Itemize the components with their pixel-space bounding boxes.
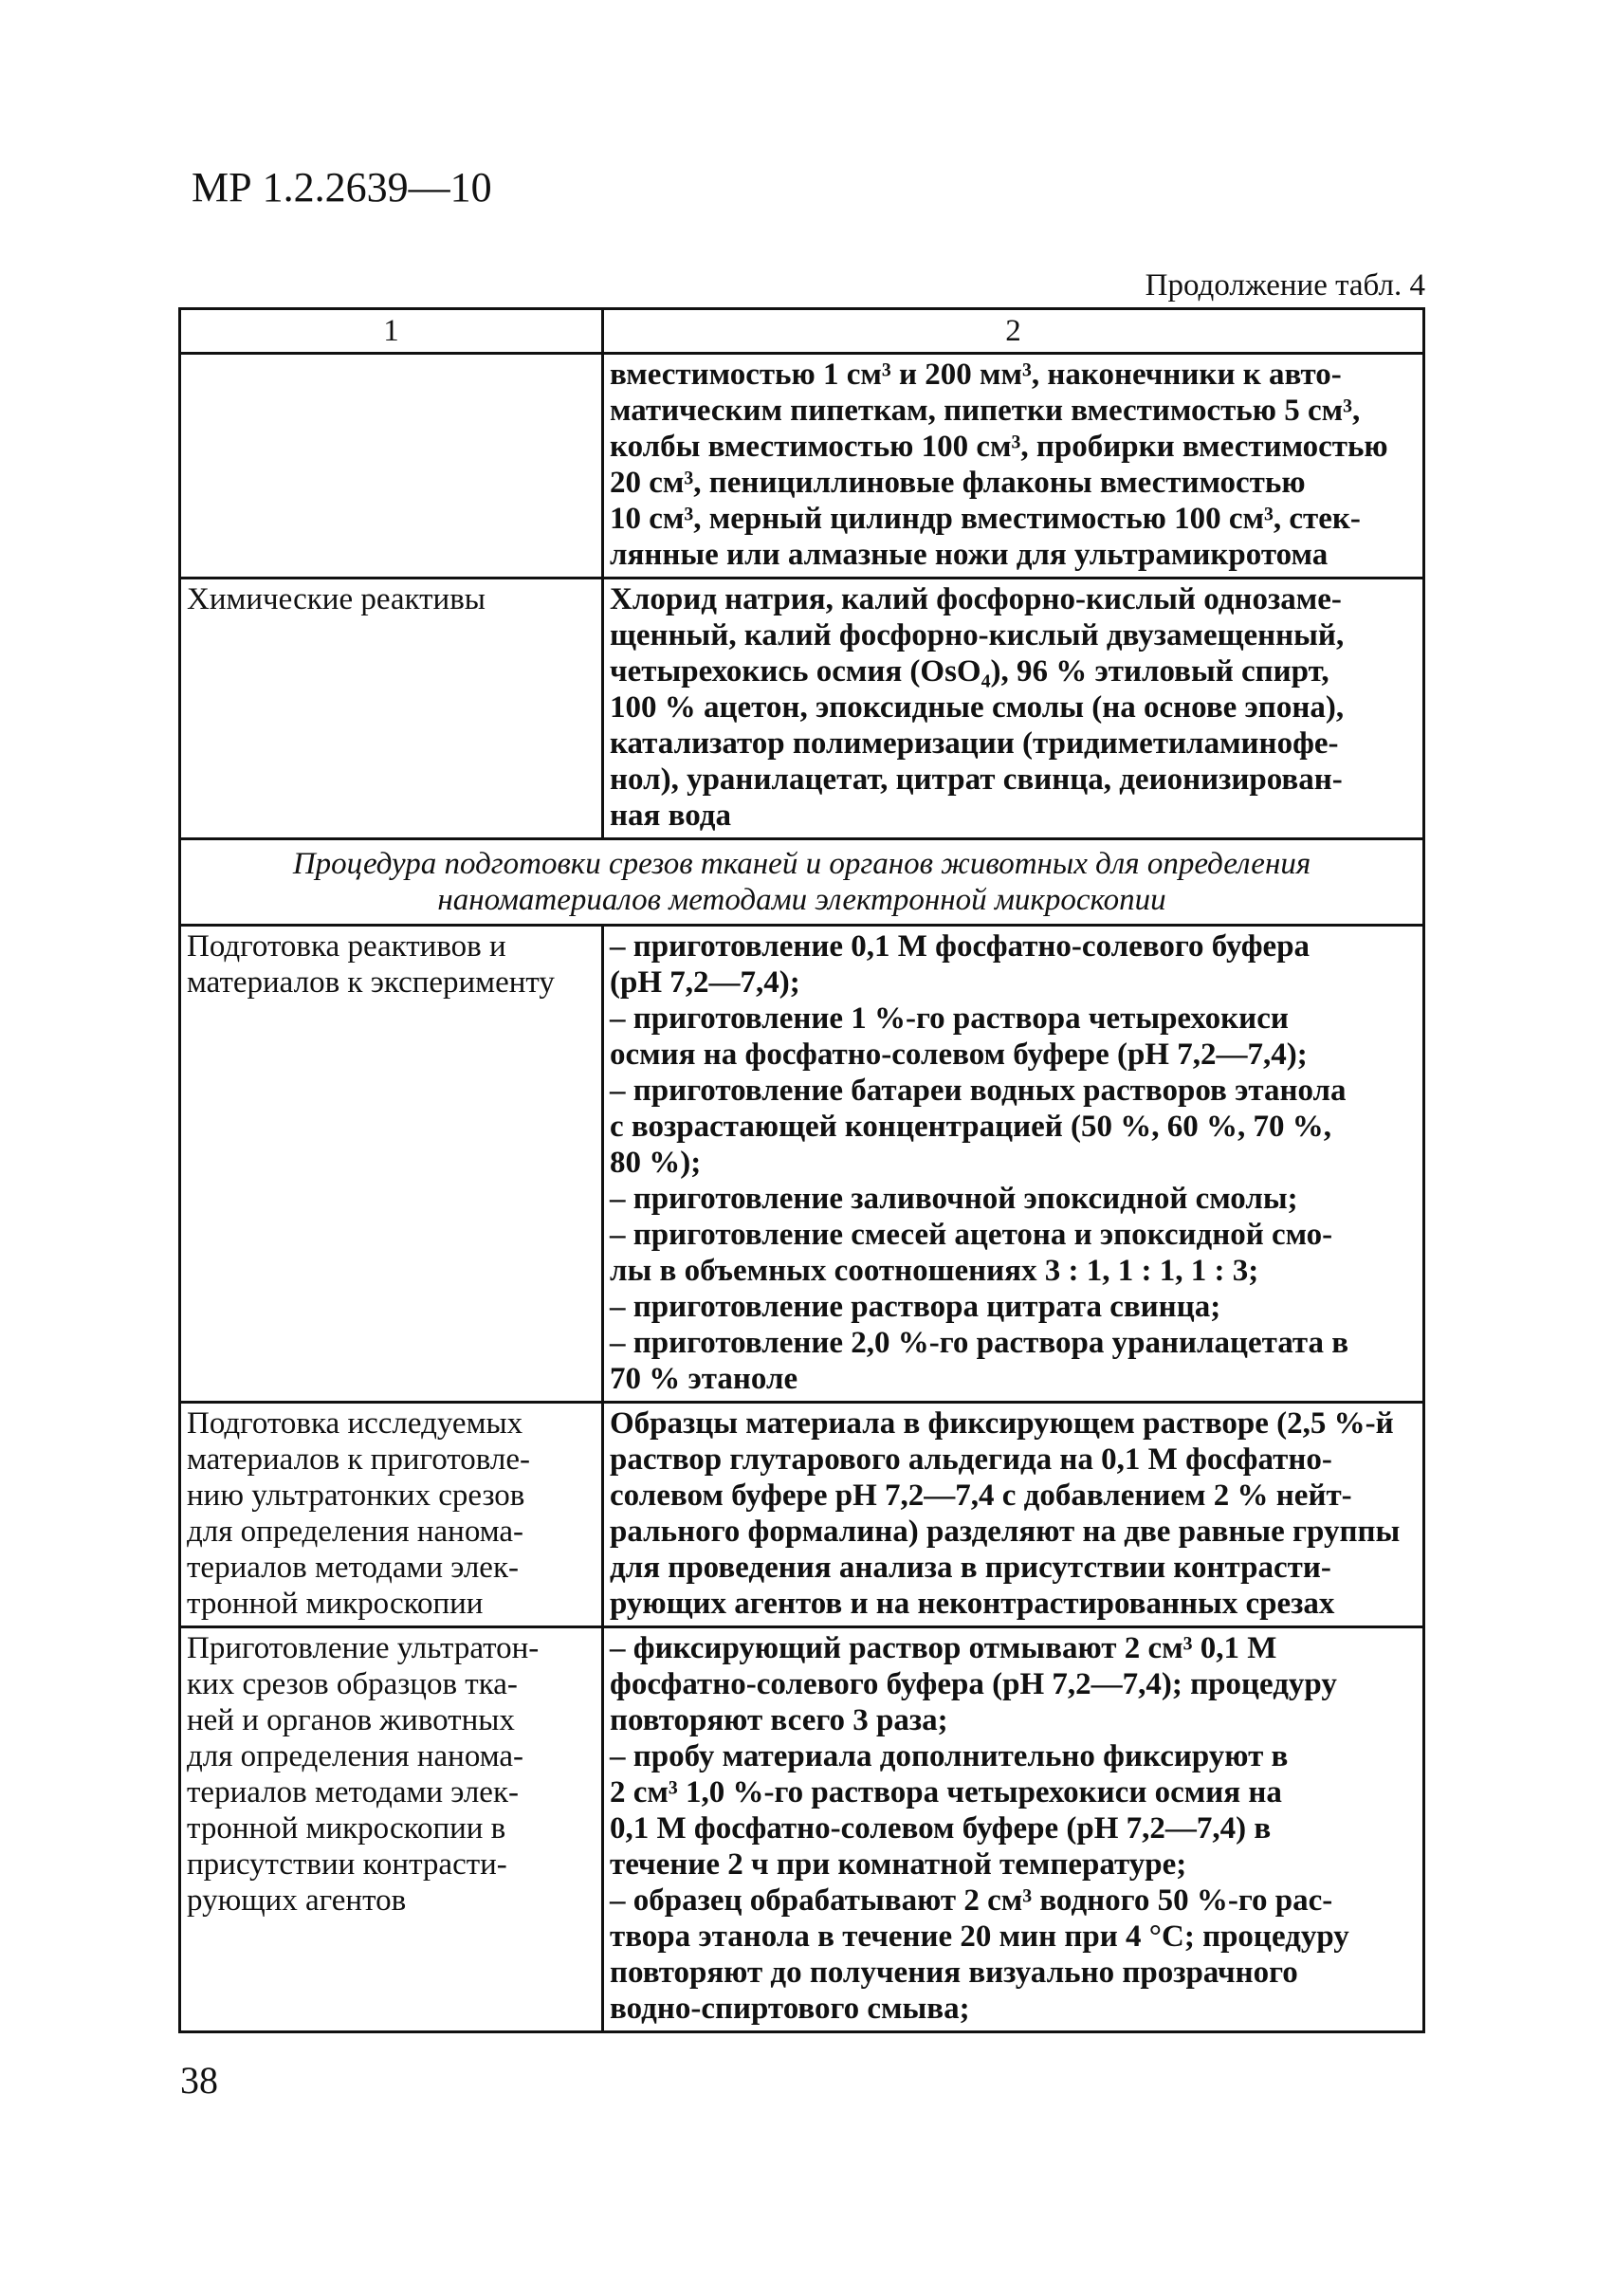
- table-caption: Продолжение табл. 4: [1145, 268, 1425, 303]
- section-heading-cell: [180, 839, 1424, 926]
- row-content: Хлорид натрия, калий фосфорно-кислый однозаме- щенный, калий фосфорно-кислый двузамещенный, четырехокись осмия (OsO₄), 96 % этиловый спирт, 100 % ацетон, эпоксидные смолы (на основе эпона), катализатор полимеризации (тридиметиламинофе- нол), уранилацетат, цитрат свинца, деионизирован- ная вода: [610, 582, 1345, 833]
- column-header-1: 1: [180, 309, 603, 354]
- column-header-2: 2: [603, 309, 1424, 354]
- table-row: [180, 579, 1424, 839]
- row-label: Подготовка реактивов и материалов к эксперименту: [187, 929, 555, 1000]
- section-heading: Процедура подготовки срезов тканей и органов животных для определения наноматериалов методами электронной микроскопии: [292, 847, 1311, 917]
- row-content-cell: [603, 354, 1424, 579]
- row-label: Подготовка исследуемых материалов к приготовле- нию ультратонких срезов для определения нанома- териалов методами элек- тронной микроскопии: [187, 1406, 531, 1621]
- table-row: [180, 354, 1424, 579]
- row-content-cell: [603, 926, 1424, 1403]
- row-content: вместимостью 1 см³ и 200 мм³, наконечники к авто- матическим пипеткам, пипетки вместимостью 5 см³, колбы вместимостью 100 см³, пробирки вместимостью 20 см³, пенициллиновые флаконы вместимостью 10 см³, мерный цилиндр вместимостью 100 см³, стек- лянные или алмазные ножи для ультрамикротома: [610, 358, 1388, 572]
- row-content-cell: [603, 1403, 1424, 1627]
- row-label-cell: [180, 1627, 603, 2032]
- table-header-row: [180, 309, 1424, 354]
- row-label: Химические реактивы: [187, 582, 486, 616]
- row-label: Приготовление ультратон- ких срезов образцов тка- ней и органов животных для определения нанома- териалов методами элек- тронной микроскопии в присутствии контрасти- рующих агентов: [187, 1631, 540, 1918]
- row-content-cell: [603, 579, 1424, 839]
- table-row: [180, 926, 1424, 1403]
- row-content: – фиксирующий раствор отмывают 2 см³ 0,1 М фосфатно-солевого буфера (рН 7,2—7,4); процедуру повторяют всего 3 раза; – пробу материала дополнительно фиксируют в 2 см³ 1,0 %-го раствора четырехокиси осмия на 0,1 М фосфатно-солевом буфере (рН 7,2—7,4) в течение 2 ч при комнатной температуре; – образец обрабатывают 2 см³ водного 50 %-го рас- твора этанола в течение 20 мин при 4 °С; процедуру повторяют до получения визуально прозрачного водно-спиртового смыва;: [610, 1631, 1349, 2026]
- section-row: [180, 839, 1424, 926]
- row-label-cell: [180, 354, 603, 579]
- row-content-cell: [603, 1627, 1424, 2032]
- row-label-cell: [180, 926, 603, 1403]
- document-header: МР 1.2.2639—10: [192, 164, 492, 211]
- page-number: 38: [180, 2059, 218, 2102]
- row-label-cell: [180, 1403, 603, 1627]
- row-content: – приготовление 0,1 М фосфатно-солевого буфера (рН 7,2—7,4); – приготовление 1 %-го раствора четырехокиси осмия на фосфатно-солевом буфере (рН 7,2—7,4); – приготовление батареи водных растворов этанола с возрастающей концентрацией (50 %, 60 %, 70 %, 80 %); – приготовление заливочной эпоксидной смолы; – приготовление смесей ацетона и эпоксидной смо- лы в объемных соотношениях 3 : 1, 1 : 1, 1 : 3; – приготовление раствора цитрата свинца; – приготовление 2,0 %-го раствора уранилацетата в 70 % этаноле: [610, 929, 1349, 1396]
- row-content: Образцы материала в фиксирующем растворе (2,5 %-й раствор глутарового альдегида на 0,1 М фосфатно- солевом буфере рН 7,2—7,4 с добавлением 2 % нейт- рального формалина) разделяют на две равные группы для проведения анализа в присутствии контрасти- рующих агентов и на неконтрастированных срезах: [610, 1406, 1401, 1621]
- data-table: [178, 307, 1425, 2033]
- row-label-cell: [180, 579, 603, 839]
- table-row: [180, 1627, 1424, 2032]
- table-row: [180, 1403, 1424, 1627]
